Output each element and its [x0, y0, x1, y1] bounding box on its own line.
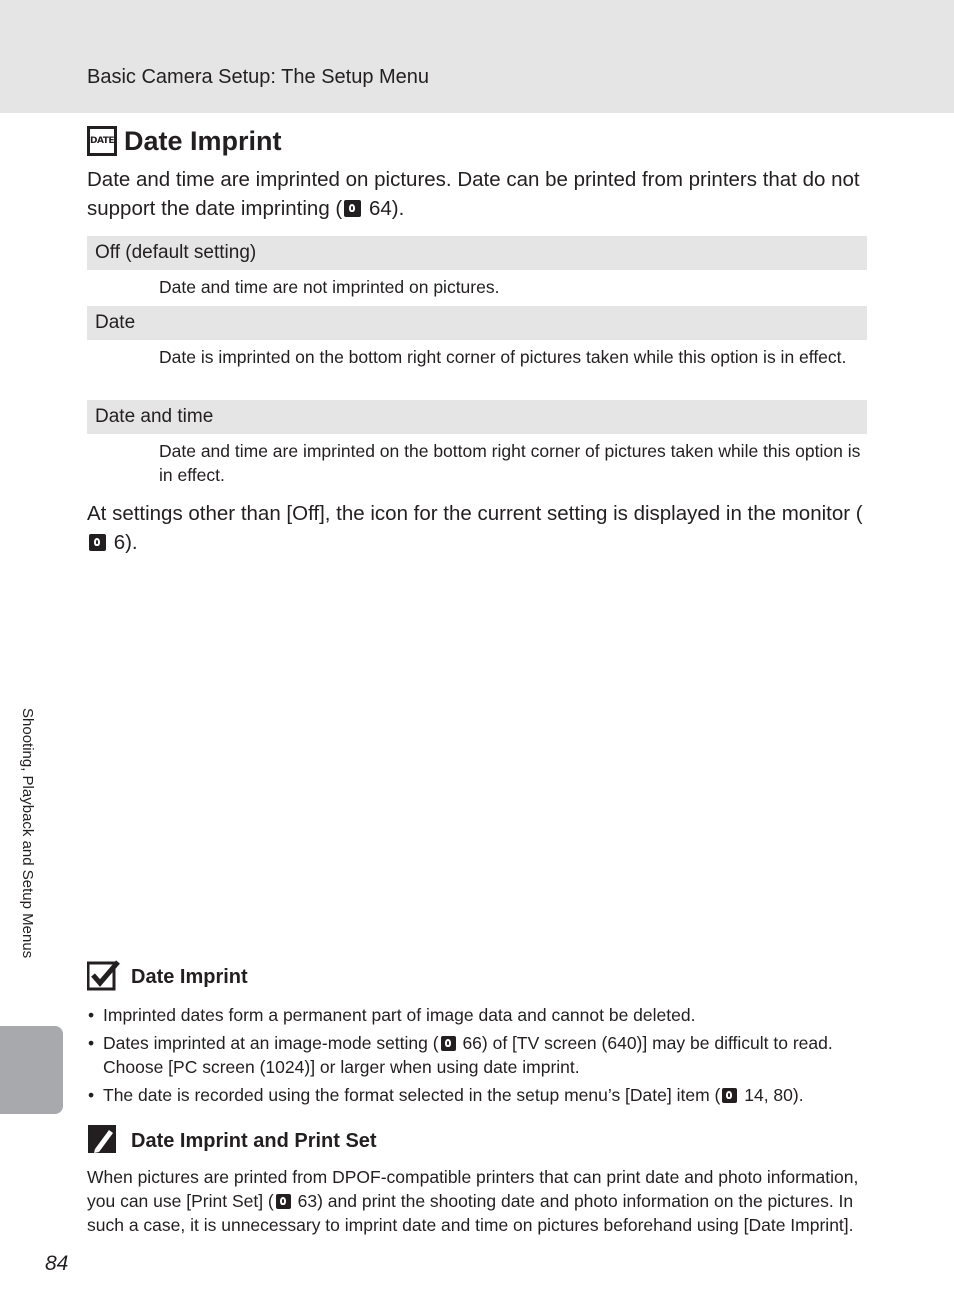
bullet-text-continued: 66) of [TV screen (640)] may be difficult to read. Choose [PC screen (1024)] or larger when using date imprint.	[103, 1033, 833, 1077]
intro-paragraph	[87, 165, 877, 223]
info-note-title: Date Imprint and Print Set	[131, 1129, 377, 1152]
option-description-off: Date and time are not imprinted on pictures.	[159, 277, 500, 297]
section-header-title: Basic Camera Setup: The Setup Menu	[87, 66, 430, 88]
list-item	[87, 1031, 867, 1079]
caution-note-header	[87, 960, 248, 994]
caution-note-title: Date Imprint	[131, 965, 248, 988]
option-description-date: Date is imprinted on the bottom right corner of pictures taken while this option is in effect.	[159, 347, 847, 367]
header-band	[0, 0, 954, 113]
option-header-date-and-time	[87, 400, 867, 434]
settings-text: At settings other than [Off], the icon for the current setting is displayed in the monitor (	[87, 502, 863, 525]
bullet-text-continued: 14, 80).	[739, 1085, 804, 1105]
option-header-off	[87, 236, 867, 270]
bullet-text: The date is recorded using the format selected in the setup menu’s [Date] item (	[103, 1085, 721, 1105]
page-title-row	[87, 124, 282, 158]
page-reference-icon	[89, 534, 106, 551]
intro-text: Date and time are imprinted on pictures. Date can be printed from printers that do not support the date imprinting (	[87, 168, 860, 220]
settings-page-ref: 6).	[108, 531, 138, 554]
note-pencil-icon	[87, 1124, 121, 1158]
side-section-tab	[0, 1026, 63, 1114]
option-header-date	[87, 306, 867, 340]
option-description-date-and-time: Date and time are imprinted on the bottom right corner of pictures taken while this option is in effect.	[159, 441, 861, 485]
bullet-text: Dates imprinted at an image-mode setting (	[103, 1033, 439, 1053]
settings-paragraph	[87, 499, 877, 557]
info-note-text-continued: 63) and print the shooting date and photo information on the pictures. In such a case, it is unnecessary to imprint date and time on pictures beforehand using [Date Imprint].	[87, 1191, 854, 1235]
caution-checkmark-icon	[87, 960, 121, 994]
option-label: Date	[95, 312, 136, 333]
page-reference-icon	[344, 200, 361, 217]
caution-bullet-list	[87, 1003, 867, 1111]
page-reference-icon	[441, 1036, 456, 1051]
side-section-label: Shooting, Playback and Setup Menus	[19, 708, 36, 959]
page-reference-icon	[276, 1194, 291, 1209]
option-label: Date and time	[95, 406, 214, 427]
page-number: 84	[45, 1252, 69, 1275]
info-note-text: When pictures are printed from DPOF-compatible printers that can print date and photo information, you can use [Print Set] (	[87, 1167, 859, 1211]
list-item	[87, 1083, 867, 1107]
page-title: Date Imprint	[124, 125, 282, 156]
bullet-text: Imprinted dates form a permanent part of image data and cannot be deleted.	[103, 1005, 696, 1025]
info-note-header	[87, 1124, 377, 1158]
page-reference-icon	[722, 1088, 737, 1103]
option-label: Off (default setting)	[95, 242, 257, 263]
list-item	[87, 1003, 867, 1027]
intro-page-ref: 64).	[363, 197, 405, 220]
info-note-body	[87, 1165, 872, 1237]
date-imprint-icon: DATE	[87, 126, 117, 156]
